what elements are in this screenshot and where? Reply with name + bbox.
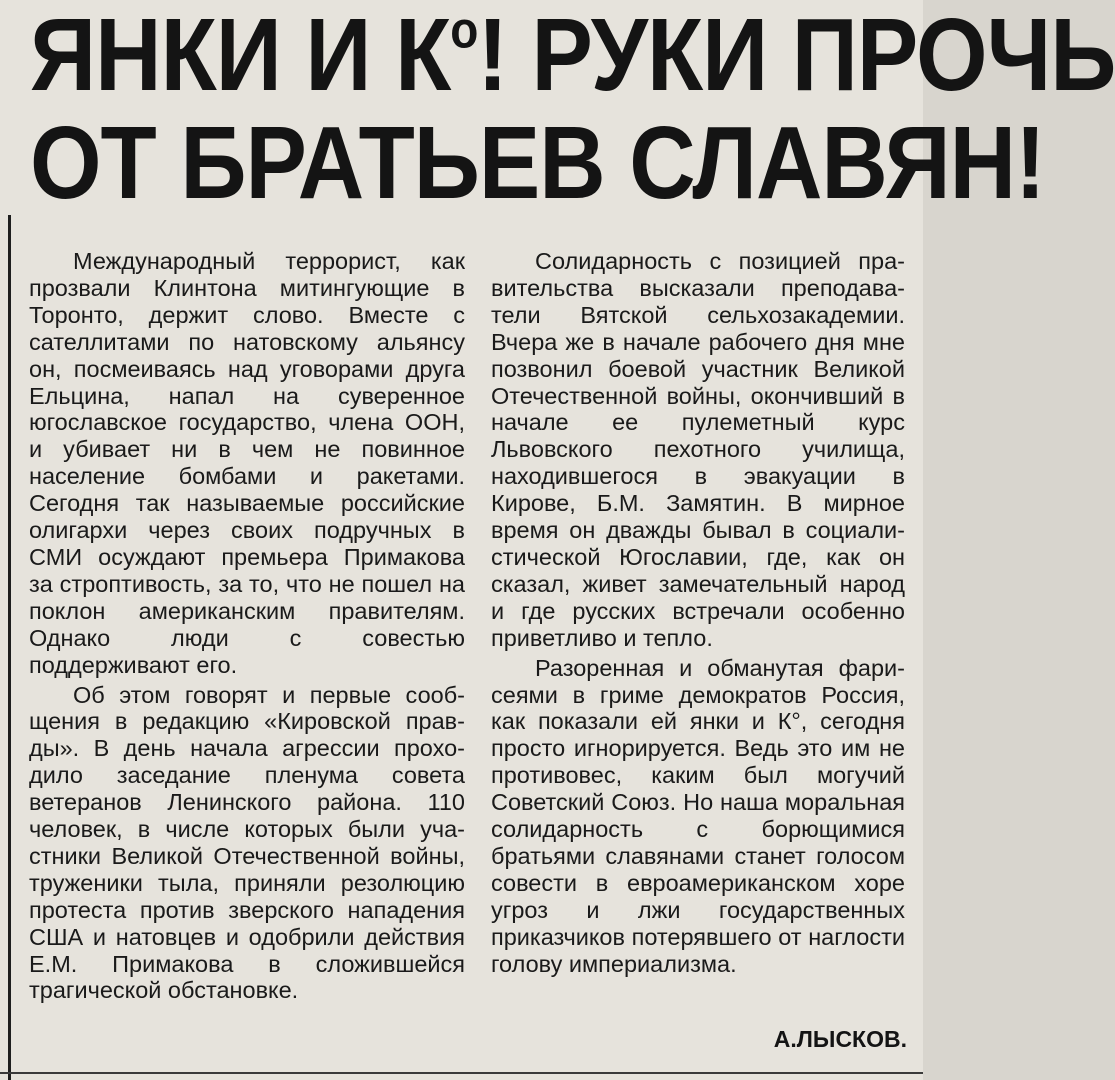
headline-text-a: ЯНКИ И К [30,0,451,113]
headline-line-2: ОТ БРАТЬЕВ СЛАВЯН! [30,106,1045,221]
headline [30,0,1115,221]
paragraph: Солидарность с позицией правительства высказали преподаватели Вятской сельхозакадемии. Вчера же в начале рабочего дня мне позвонил боевой участник Великой Отечественной войны, окончивший в начале ее пулеметный курс Львовского пехотного училища, находившегося в эвакуации в Кирове, Б.М. Замятин. В мирное время он дважды бывал в социалистической Югославии, где, как он сказал, живет замечательный народ и где русских встречали особенно приветливо и тепло. [491,248,905,651]
author-signature: А.ЛЫСКОВ. [773,1026,907,1052]
paragraph: Об этом говорят и первые сообщения в редакцию «Кировской правды». В день начала агрессии проходило заседание пленума совета ветеранов Ленинского района. 110 человек, в числе которых были участники Великой Отечественной войны, труженики тыла, приняли резолюцию протеста против зверского нападения США и натовцев и одобрили действия Е.М. Примакова в сложившейся трагической обстановке. [29,681,465,1004]
paragraph: Разоренная и обманутая фарисеями в гриме демократов Россия, как показали ей янки и К°, сегодня просто игнорируется. Ведь это им не противовес, каким был могучий Советский Союз. Но наша моральная солидарность с борющимися братьями славянами станет голосом совести в евроамериканском хоре угроз и лжи государственных приказчиков потерявшего от наглости голову империализма. [491,654,905,977]
bottom-rule [0,1072,923,1074]
headline-superscript: о [450,0,478,59]
column-rule [8,215,11,1080]
paragraph: Международный террорист, как прозвали Клинтона митингующие в Торонто, держит слово. Вместе с сателлитами по натовскому альянсу он, посмеиваясь над уговорами друга Ельцина, напал на суверенное югославское государство, члена ООН, и убивает ни в чем не повинное население бомбами и ракетами. Сегодня так называемые российские олигархи через своих подручных в СМИ осуждают премьера Примакова за строптивость, за то, что не пошел на поклон американским правителям. Однако люди с совестью поддерживают его. [29,248,465,678]
headline-text-b: ! РУКИ ПРОЧЬ [477,0,1115,113]
left-column [29,248,465,1004]
right-column [491,248,905,977]
